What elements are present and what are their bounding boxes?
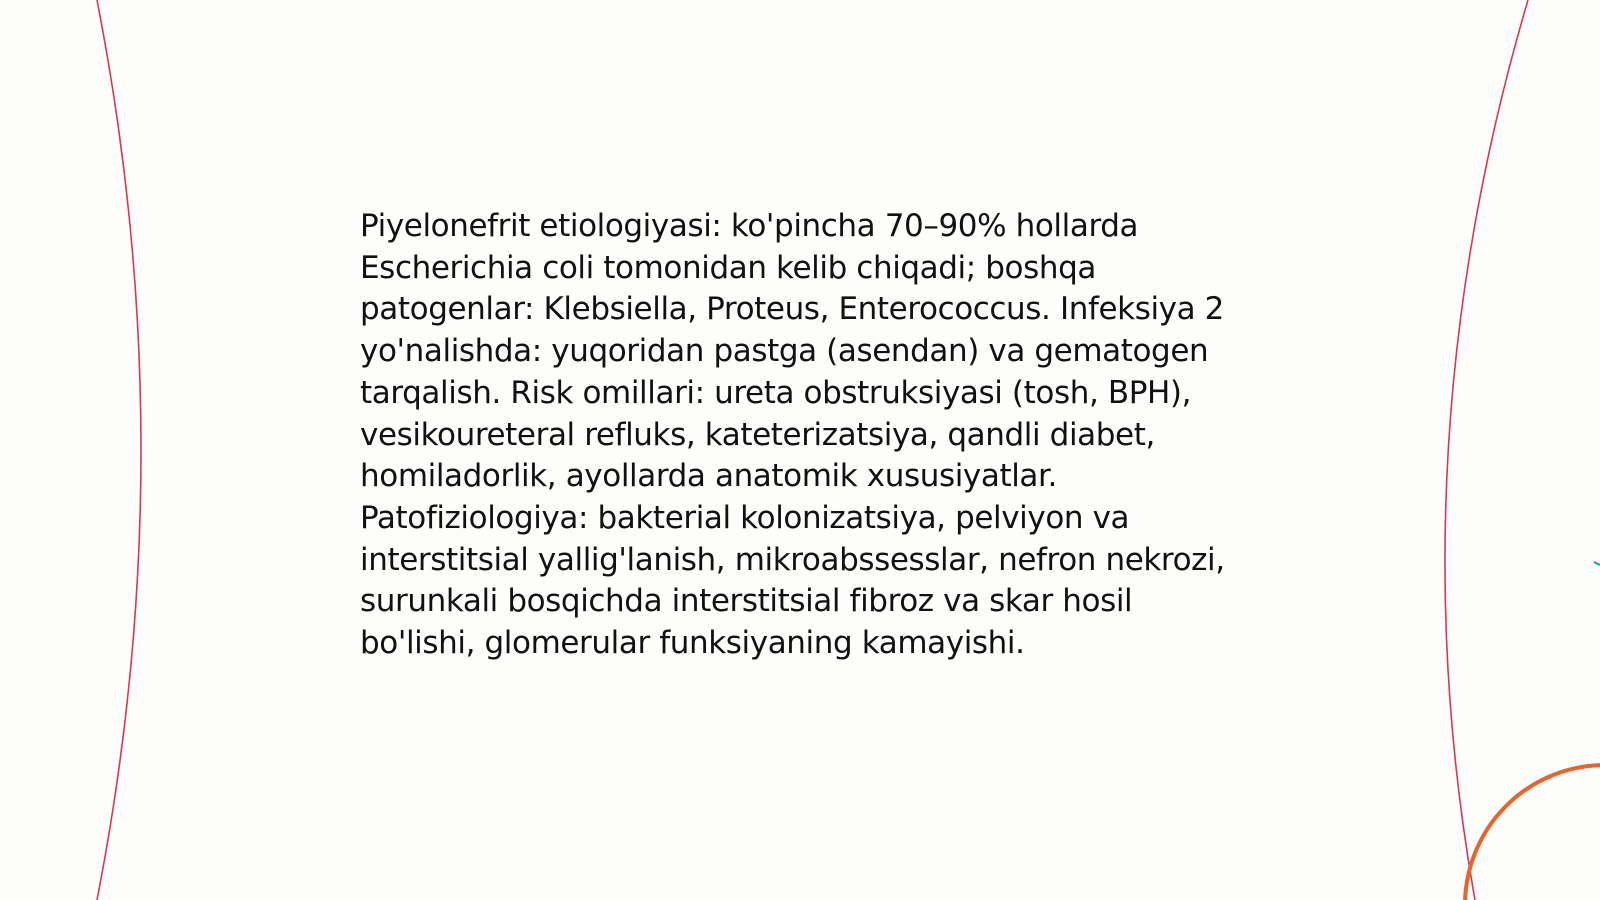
left-curve-decoration (97, 0, 141, 900)
right-curve-decoration (1445, 0, 1528, 900)
teal-mark-decoration (1594, 562, 1600, 565)
orange-circle-decoration (1465, 765, 1600, 900)
slide-body-text: Piyelonefrit etiologiyasi: ko'pincha 70–90% hollarda Escherichia coli tomonidan kelib chiqadi; boshqa patogenlar: Klebsiella, Proteus, Enterococcus. Infeksiya 2 yo'nalishda: yuqoridan pastga (asendan) va gematogen tarqalish. Risk omillari: ureta obstruksiyasi (tosh, BPH), vesikoureteral refluks, kateterizatsiya, qandli diabet, homiladorlik, ayollarda anatomik xususiyatlar. Patofiziologiya: bakterial kolonizatsiya, pelviyon va interstitsial yallig'lanish, mikroabssesslar, nefron nekrozi, surunkali bosqichda interstitsial fibroz va skar hosil bo'lishi, glomerular funksiyaning kamayishi. (360, 208, 1225, 662)
